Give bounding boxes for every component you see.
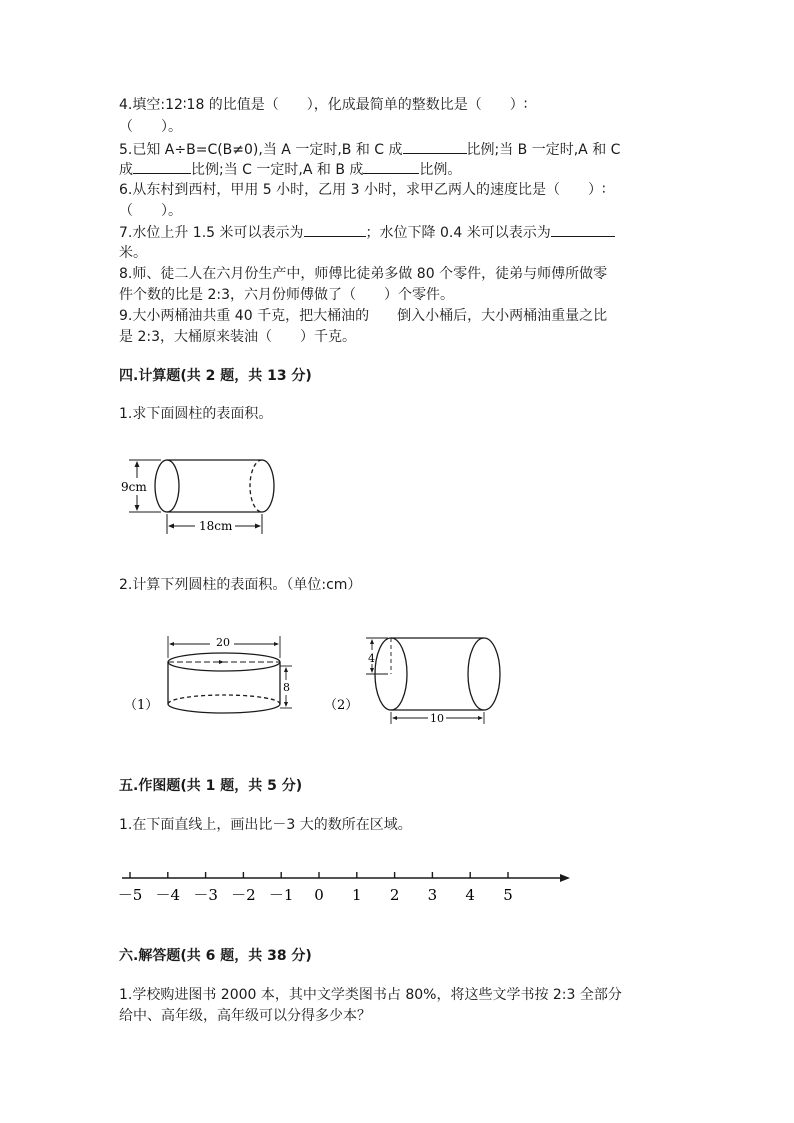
number-line-label: －4: [155, 886, 181, 904]
number-line[interactable]: [110, 862, 580, 908]
answer-blank[interactable]: [304, 222, 366, 237]
section-6-question-1-line-1: 1.学校购进图书 2000 本，其中文学类图书占 80%，将这些文学书按 2:3 全部分: [119, 987, 622, 1003]
question-5-text-b: 比例;当 B 一定时,A 和 C: [466, 142, 621, 158]
cylinder-left-face: [155, 460, 179, 512]
diameter-label: 20: [216, 636, 230, 649]
question-5-text-d: 比例;当 C 一定时,A 和 B 成: [191, 162, 364, 178]
number-line-label: 4: [465, 886, 475, 904]
number-line-label: 1: [352, 886, 362, 904]
question-8-line-2: 件个数的比是 2:3，六月份师傅做了（ ）个零件。: [119, 287, 454, 303]
diameter-label: 4: [368, 652, 375, 665]
height-label: 8: [283, 681, 290, 694]
figure-tag: （1）: [124, 698, 159, 713]
cylinder-hidden-edge: [250, 460, 262, 512]
number-line-label: 5: [503, 886, 513, 904]
question-7-text-a: 7.水位上升 1.5 米可以表示为: [119, 225, 304, 241]
number-line-label: －2: [231, 886, 256, 904]
number-line-label: －1: [268, 886, 294, 904]
question-4-line-2: （ ）。: [119, 119, 182, 135]
question-9-line-2: 是 2:3，大桶原来装油（ ）千克。: [119, 329, 356, 345]
cylinder-figure-2a: [120, 632, 300, 720]
cylinder-right-edge: [262, 460, 274, 512]
figure-tag: （2）: [324, 698, 359, 713]
answer-blank[interactable]: [133, 159, 191, 174]
question-5-text-c: 成: [119, 162, 133, 178]
cylinder-figure-1: [115, 450, 285, 538]
answer-blank[interactable]: [551, 222, 615, 237]
number-line-label: －3: [193, 886, 218, 904]
question-6-line-2: （ ）。: [119, 203, 182, 219]
number-line-label: 3: [427, 886, 438, 904]
question-6-line-1: 6.从东村到西村，甲用 5 小时，乙用 3 小时，求甲乙两人的速度比是（ ）∶: [119, 182, 606, 198]
section-4-question-1: 1.求下面圆柱的表面积。: [119, 406, 273, 422]
section-6-question-1-line-2: 给中、高年级，高年级可以分得多少本？: [119, 1008, 371, 1024]
question-5-text-a: 5.已知 A÷B=C(B≠0),当 A 一定时,B 和 C 成: [119, 142, 403, 158]
question-5-line-2: [119, 159, 461, 180]
height-label: 9cm: [121, 480, 147, 494]
number-line-label: －5: [117, 886, 143, 904]
answer-blank[interactable]: [363, 159, 419, 174]
number-line-label: 2: [389, 886, 400, 904]
section-6-heading: 六.解答题(共 6 题，共 38 分): [119, 948, 312, 964]
section-5-heading: 五.作图题(共 1 题，共 5 分): [119, 778, 303, 794]
length-label: 10: [430, 712, 444, 725]
section-4-heading: 四.计算题(共 2 题，共 13 分): [119, 368, 312, 384]
question-5-line-1: [119, 139, 620, 160]
section-5-question-1: 1.在下面直线上，画出比－3 大的数所在区域。: [119, 817, 412, 833]
question-7-line-1: [119, 222, 615, 243]
number-line-arrow: [560, 874, 570, 882]
question-8-line-1: 8.师、徒二人在六月份生产中，师傅比徒弟多做 80 个零件，徒弟与师傅所做零: [119, 266, 608, 282]
question-7-line-2: 米。: [119, 245, 147, 261]
section-4-question-2: 2.计算下列圆柱的表面积。（单位:cm）: [119, 577, 362, 593]
question-5-text-e: 比例。: [419, 162, 462, 178]
length-label: 18cm: [199, 519, 233, 533]
answer-blank[interactable]: [403, 139, 467, 154]
question-4-line-1: 4.填空:12∶18 的比值是（ ），化成最简单的整数比是（ ）∶: [119, 97, 528, 113]
number-line-label: 0: [314, 886, 324, 904]
cylinder-right-face: [468, 638, 500, 710]
cylinder-figure-2b: [320, 632, 510, 732]
question-7-text-b: ；水位下降 0.4 米可以表示为: [365, 225, 551, 241]
question-9-line-1: 9.大小两桶油共重 40 千克，把大桶油的 倒入小桶后，大小两桶油重量之比: [119, 308, 608, 324]
